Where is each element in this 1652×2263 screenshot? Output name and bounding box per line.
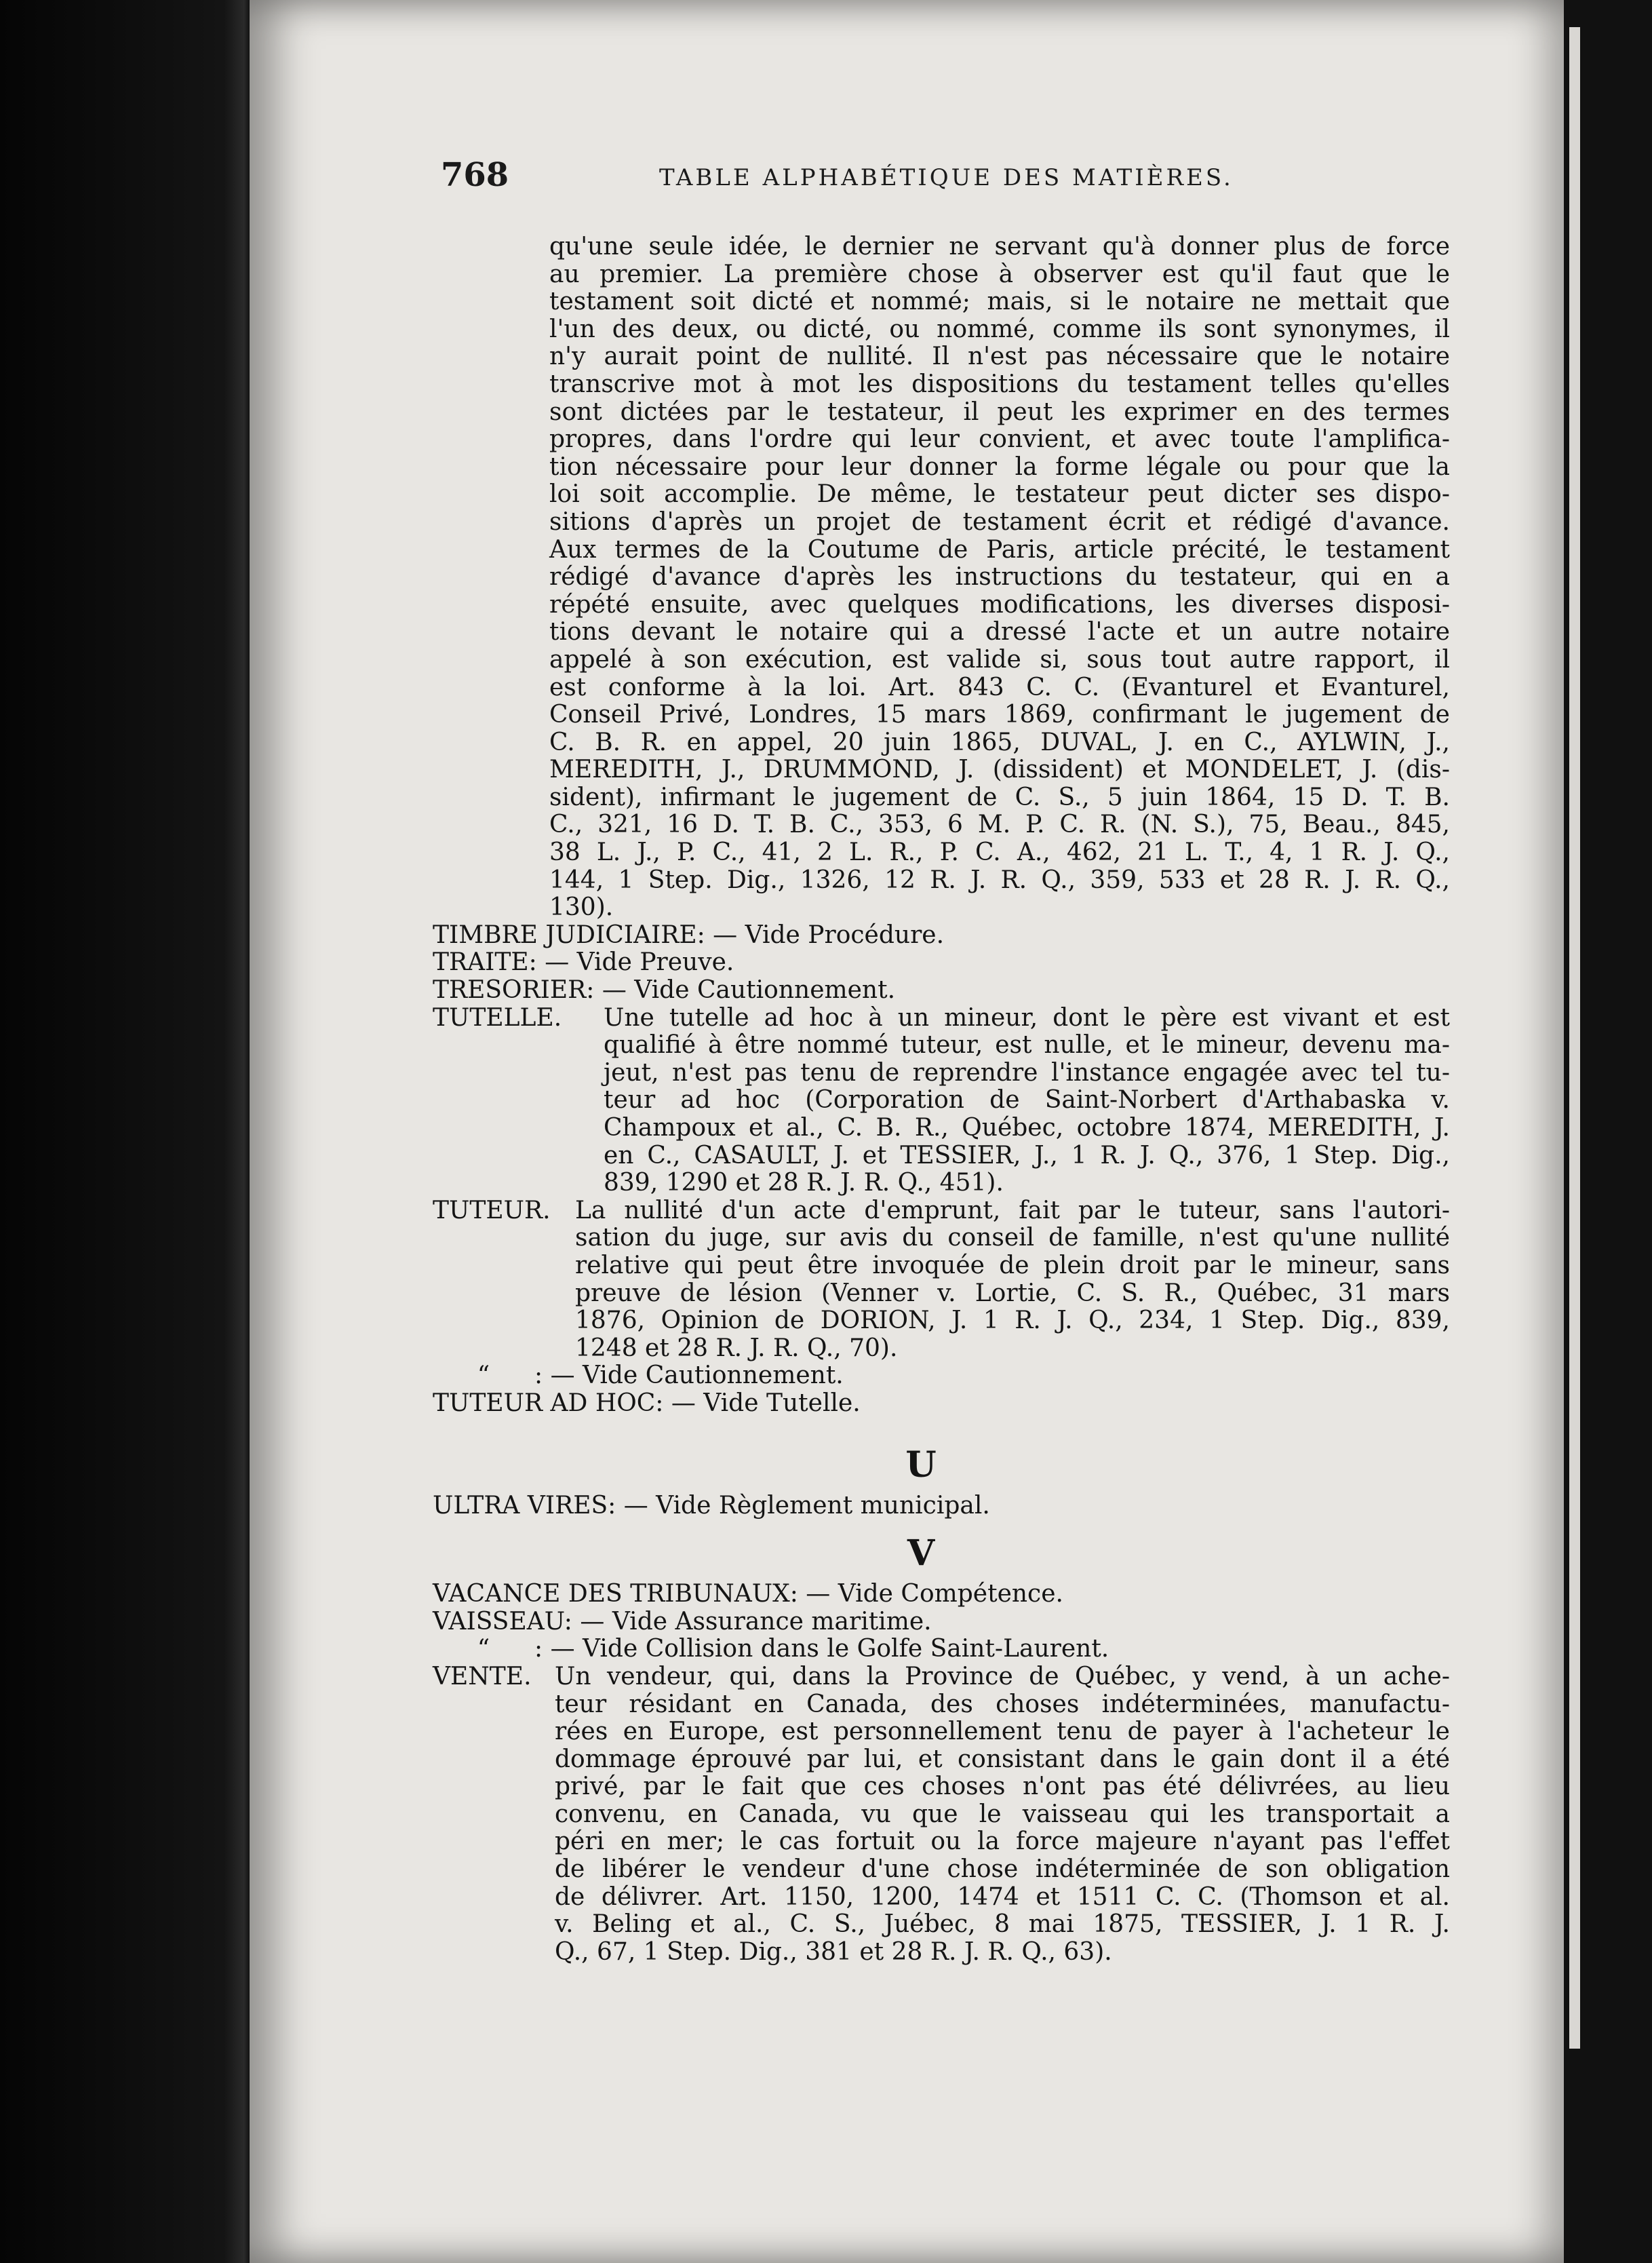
- ditto-mark: “: [477, 1635, 490, 1663]
- text-line: La nullité d'un acte d'emprunt, fait par le tuteur, sans l'autori-: [575, 1196, 1450, 1224]
- text-line: dommage éprouvé par lui, et consistant dans le gain dont il a été: [555, 1745, 1450, 1773]
- running-title: TABLE ALPHABÉTIQUE DES MATIÈRES.: [659, 164, 1234, 191]
- text-line: de délivrer. Art. 1150, 1200, 1474 et 1511 C. C. (Thomson et al.: [555, 1882, 1450, 1911]
- text-line: propres, dans l'ordre qui leur convient, et avec toute l'amplifica-: [549, 425, 1450, 454]
- text-line: tions devant le notaire qui a dressé l'acte et un autre notaire: [549, 618, 1450, 646]
- text-line: Une tutelle ad hoc à un mineur, dont le père est vivant et est: [604, 1003, 1450, 1032]
- text-line: 130).: [549, 893, 614, 922]
- text-line: rédigé d'avance d'après les instructions du testateur, qui en a: [549, 563, 1450, 592]
- text-line: loi soit accomplie. De même, le testateur peut dicter ses dispo-: [549, 480, 1450, 509]
- entry-vacance: VACANCE DES TRIBUNAUX: — Vide Compétence.: [433, 1580, 1063, 1608]
- text-line: privé, par le fait que ces choses n'ont pas été délivrées, au lieu: [555, 1773, 1450, 1801]
- text-line: répété ensuite, avec quelques modifications, les diverses disposi-: [549, 590, 1450, 619]
- text-line: Aux termes de la Coutume de Paris, article précité, le testament: [549, 535, 1450, 564]
- entry-timbre-judiciaire: TIMBRE JUDICIAIRE: — Vide Procédure.: [433, 921, 945, 949]
- entry-vente: [433, 1663, 1450, 1967]
- text-line: C., 321, 16 D. T. B. C., 353, 6 M. P. C. R. (N. S.), 75, Beau., 845,: [549, 811, 1450, 839]
- text-line: appelé à son exécution, est valide si, sous tout autre rapport, il: [549, 645, 1450, 674]
- text-line: jeut, n'est pas tenu de reprendre l'instance engagée avec tel tu-: [604, 1058, 1450, 1087]
- text-line: relative qui peut être invoquée de plein droit par le mineur, sans: [575, 1251, 1450, 1279]
- entry-vaisseau: VAISSEAU: — Vide Assurance maritime.: [433, 1607, 932, 1636]
- text-line: 38 L. J., P. C., 41, 2 L. R., P. C. A., 462, 21 L. T., 4, 1 R. J. Q.,: [549, 838, 1450, 867]
- text-line: péri en mer; le cas fortuit ou la force majeure n'ayant pas l'effet: [555, 1827, 1450, 1856]
- text-line: testament soit dicté et nommé; mais, si le notaire ne mettait que: [549, 288, 1450, 316]
- entry-heading: VENTE.: [433, 1662, 532, 1690]
- entry-tuteur: [433, 1197, 1450, 1363]
- text-line: preuve de lésion (Venner v. Lortie, C. S. R., Québec, 31 mars: [575, 1279, 1450, 1307]
- text-line: au premier. La première chose à observer est qu'il faut que le: [549, 260, 1450, 288]
- text-line: MEREDITH, J., DRUMMOND, J. (dissident) et MONDELET, J. (dis-: [549, 756, 1450, 784]
- text-line: est conforme à la loi. Art. 843 C. C. (Evanturel et Evanturel,: [549, 673, 1450, 701]
- text-line: en C., CASAULT, J. et TESSIER, J., 1 R. J. Q., 376, 1 Step. Dig.,: [604, 1141, 1450, 1169]
- text-line: 1248 et 28 R. J. R. Q., 70).: [575, 1334, 898, 1362]
- text-line: Conseil Privé, Londres, 15 mars 1869, confirmant le jugement de: [549, 701, 1450, 729]
- section-letter-u: U: [905, 1444, 937, 1486]
- text-line: sident), infirmant le jugement de C. S., 5 juin 1864, 15 D. T. B.: [549, 783, 1450, 811]
- entry-tuteur-ditto: : — Vide Cautionnement.: [534, 1361, 844, 1390]
- text-line: sation du juge, sur avis du conseil de famille, n'est qu'une nullité: [575, 1224, 1450, 1252]
- text-line: Un vendeur, qui, dans la Province de Québec, y vend, à un ache-: [555, 1662, 1450, 1690]
- entry-traite: TRAITE: — Vide Preuve.: [433, 948, 734, 977]
- entry-ultra-vires: ULTRA VIRES: — Vide Règlement municipal.: [433, 1491, 990, 1520]
- entry-tresorier: TRESORIER: — Vide Cautionnement.: [433, 976, 896, 1005]
- page-number: 768: [441, 156, 509, 194]
- text-line: v. Beling et al., C. S., Juébec, 8 mai 1875, TESSIER, J. 1 R. J.: [555, 1910, 1450, 1939]
- entry-heading: TUTELLE.: [433, 1003, 562, 1032]
- entry-tuteur-ad-hoc: TUTEUR AD HOC: — Vide Tutelle.: [433, 1389, 861, 1417]
- text-line: Q., 67, 1 Step. Dig., 381 et 28 R. J. R. Q., 63).: [555, 1937, 1112, 1966]
- text-line: de libérer le vendeur d'une chose indéterminée de son obligation: [555, 1855, 1450, 1884]
- text-line: tion nécessaire pour leur donner la forme légale ou pour que la: [549, 452, 1450, 481]
- text-line: qu'une seule idée, le dernier ne servant qu'à donner plus de force: [549, 233, 1450, 260]
- text-line: sitions d'après un projet de testament écrit et rédigé d'avance.: [549, 507, 1450, 536]
- text-line: transcrive mot à mot les dispositions du testament telles qu'elles: [549, 370, 1450, 398]
- text-line: teur résidant en Canada, des choses indéterminées, manufactu-: [555, 1690, 1450, 1718]
- text-line: 839, 1290 et 28 R. J. R. Q., 451).: [604, 1169, 1004, 1197]
- entry-vaisseau-ditto: : — Vide Collision dans le Golfe Saint-Laurent.: [534, 1635, 1109, 1663]
- text-line: C. B. R. en appel, 20 juin 1865, DUVAL, J. en C., AYLWIN, J.,: [549, 728, 1450, 756]
- text-line: convenu, en Canada, vu que le vaisseau qui les transportait a: [555, 1800, 1450, 1828]
- text-line: sont dictées par le testateur, il peut les exprimer en des termes: [549, 398, 1450, 426]
- running-header: [441, 156, 1472, 210]
- text-line: l'un des deux, ou dicté, ou nommé, comme ils sont synonymes, il: [549, 315, 1450, 343]
- text-line: rées en Europe, est personnellement tenu de payer à l'acheteur le: [555, 1718, 1450, 1746]
- entry-tutelle: [433, 1005, 1450, 1197]
- section-letter-v: V: [907, 1532, 935, 1574]
- text-line: 1876, Opinion de DORION, J. 1 R. J. Q., 234, 1 Step. Dig., 839,: [575, 1307, 1450, 1335]
- text-line: teur ad hoc (Corporation de Saint-Norbert d'Arthabaska v.: [604, 1086, 1450, 1115]
- page-body: [433, 233, 1450, 1966]
- next-page-edge: [1569, 27, 1580, 2049]
- entry-heading: TUTEUR.: [433, 1196, 551, 1224]
- continuation-block: [433, 233, 1450, 922]
- text-line: qualifié à être nommé tuteur, est nulle, et le mineur, devenu ma-: [604, 1031, 1450, 1060]
- text-line: Champoux et al., C. B. R., Québec, octobre 1874, MEREDITH, J.: [604, 1114, 1450, 1142]
- ditto-mark: “: [477, 1361, 490, 1390]
- text-line: n'y aurait point de nullité. Il n'est pas nécessaire que le notaire: [549, 343, 1450, 371]
- text-line: 144, 1 Step. Dig., 1326, 12 R. J. R. Q., 359, 533 et 28 R. J. R. Q.,: [549, 866, 1450, 894]
